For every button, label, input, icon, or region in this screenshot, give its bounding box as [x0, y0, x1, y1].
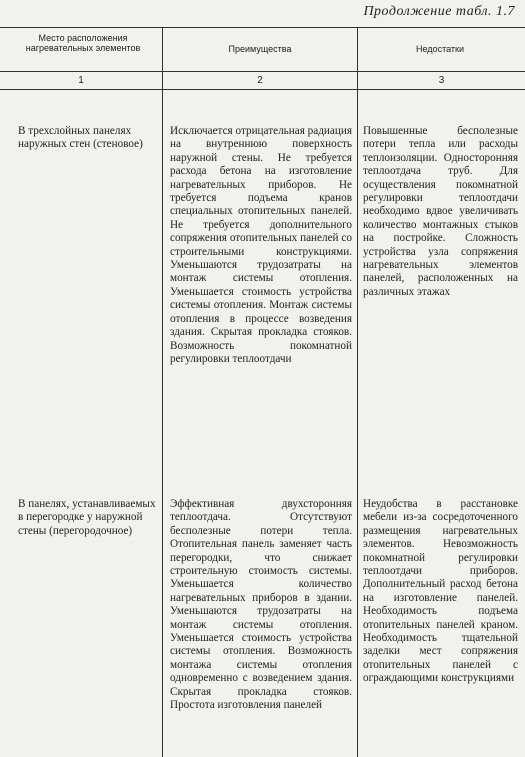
row-1-advantages: Исключается отрицательная радиация на внутреннюю поверхность наружной стены. Не требуется расхода бетона на изготовление нагревательных приборов. Не требуется подъема кранов специальных отопительных панелей. Не требуется дополнительного сопряжения отопительных панелей со строительными конструкциями. Уменьшаются трудозатраты на монтаж системы отопления. Уменьшается стоимость устройства системы отопления. Монтаж системы отопления в процессе возведения здания. Скрытая прокладка стояков. Возможность покомнатной регулировки теплоотдачи [170, 125, 352, 365]
column-number-2: 2 [257, 75, 263, 86]
header-location: Место расположения нагревательных элементов [25, 33, 141, 53]
row-2-location: В панелях, устанавливаемых в перегородке у наружной стены (перегородочное) [18, 498, 156, 537]
table-top-rule [0, 27, 525, 28]
header-disadvantages: Недостатки [416, 44, 464, 54]
row-1-disadvantages: Повышенные бесполезные потери тепла или расходы теплоизоляции. Односторонняя теплоотдача труб. Для осуществления покомнатной регулировки теплоотдачи необходимо вдвое увеличивать количество монтажных стыков на постройке. Сложность устройства узла сопряжения нагревательных элементов панелей, расположенных на различных этажах [363, 125, 518, 298]
column-divider-2 [357, 27, 358, 757]
row-2-advantages: Эффективная двухсторонняя теплоотдача. Отсутствуют бесполезные потери тепла. Отопительная панель заменяет часть перегородки, что снижает строительную стоимость системы. Уменьшается количество нагревательных приборов в здании. Уменьшаются трудозатраты на монтаж системы отопления. Уменьшается стоимость устройства системы отопления. Возможность монтажа системы отопления одновременно с возведением здания. Скрытая прокладка стояков. Простота изготовления панелей [170, 498, 352, 712]
numbers-bottom-rule [0, 89, 525, 90]
column-divider-1 [162, 27, 163, 757]
header-advantages: Преимущества [228, 44, 292, 54]
column-number-1: 1 [78, 75, 84, 86]
row-2-disadvantages: Неудобства в расстановке мебели из-за сосредоточенного размещения нагревательных элементов. Невозможность покомнатной регулировки теплоотдачи приборов. Дополнительный расход бетона на изготовление панелей. Необходимость подъема отопительных панелей краном. Необходимость тщательной заделки мест сопряжения отопительных панелей с ограждающими конструкциями [363, 498, 518, 685]
row-1-location: В трехслойных панелях наружных стен (стеновое) [18, 125, 143, 151]
header-bottom-rule [0, 71, 525, 72]
column-number-3: 3 [438, 75, 445, 86]
table-caption: Продолжение табл. 1.7 [363, 4, 515, 19]
